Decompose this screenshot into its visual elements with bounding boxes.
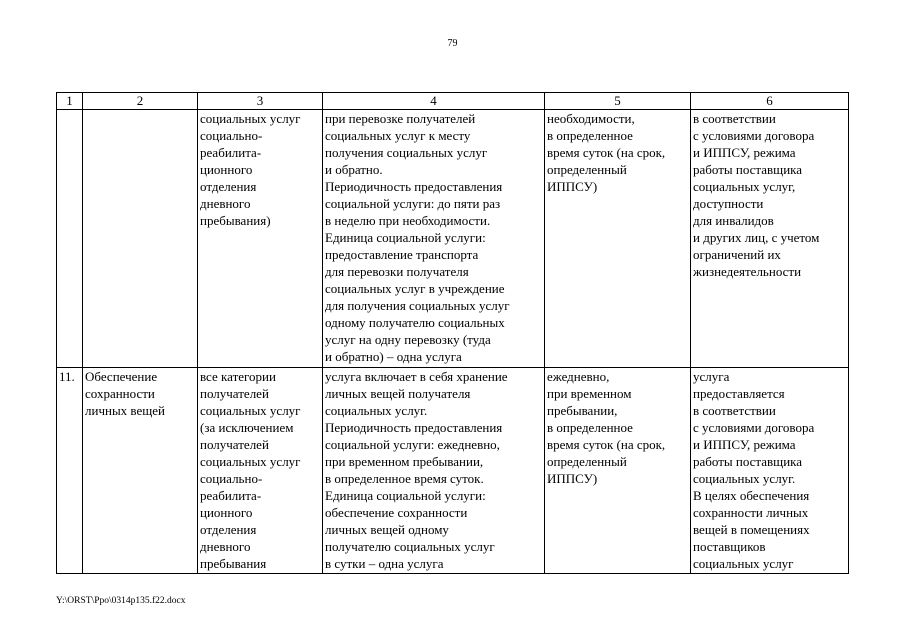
cell-text-line: Единица социальной услуги: (325, 488, 486, 503)
cell-text-line: одному получателю социальных (325, 315, 505, 330)
cell-text-line: Единица социальной услуги: (325, 230, 486, 245)
cell-text-line: социальных услуг. (325, 403, 428, 418)
conditions-cell (691, 368, 849, 574)
column-header-6: 6 (691, 93, 849, 110)
cell-text-line: пребывания (200, 556, 267, 571)
column-header-2: 2 (83, 93, 198, 110)
cell-text-line: время суток (на срок, (547, 437, 666, 452)
cell-text-line: при временном (547, 386, 632, 401)
timing-cell (545, 368, 691, 574)
cell-text-line: социальных услуг. (693, 471, 796, 486)
cell-text-line: пребывания) (200, 213, 271, 228)
cell-text-line: обеспечение сохранности (325, 505, 468, 520)
cell-text-line: в соответствии (693, 403, 776, 418)
cell-text-line: все категории (200, 369, 276, 384)
cell-text-line: ционного (200, 162, 253, 177)
cell-text-line: дневного (200, 196, 251, 211)
cell-text-line: услуг на одну перевозку (туда (325, 332, 491, 347)
cell-text-line: социально- (200, 128, 263, 143)
cell-text-line: социальных услуг к месту (325, 128, 471, 143)
services-table (56, 92, 849, 574)
cell-text-line: социальных услуг в учреждение (325, 281, 505, 296)
file-path-footer: Y:\ORST\Ppo\0314p135.f22.docx (56, 596, 186, 606)
cell-text-line: работы поставщика (693, 162, 803, 177)
cell-text-line: социальных услуг (200, 111, 301, 126)
cell-text-line: поставщиков (693, 539, 766, 554)
description-cell (323, 368, 545, 574)
cell-text-line: и других лиц, с учетом (693, 230, 820, 245)
cell-text-line: в определенное (547, 128, 633, 143)
column-header-4: 4 (323, 93, 545, 110)
timing-cell (545, 110, 691, 368)
cell-text-line: для получения социальных услуг (325, 298, 510, 313)
cell-text-line: социально- (200, 471, 263, 486)
cell-text-line: сохранности (85, 386, 155, 401)
description-cell (323, 110, 545, 368)
number-cell (57, 368, 83, 574)
cell-text-line: социальных услуг (200, 403, 301, 418)
cell-text-line: при временном пребывании, (325, 454, 484, 469)
cell-text-line: работы поставщика (693, 454, 803, 469)
cell-text-line: социальной услуги: ежедневно, (325, 437, 500, 452)
cell-text-line: и ИППСУ, режима (693, 437, 796, 452)
cell-text-line: социальных услуг, (693, 179, 796, 194)
cell-text-line: В целях обеспечения (693, 488, 810, 503)
cell-text-line: доступности (693, 196, 764, 211)
cell-text-line: Обеспечение (85, 369, 158, 384)
cell-text-line: сохранности личных (693, 505, 809, 520)
cell-text-line: в соответствии (693, 111, 776, 126)
cell-text-line: услуга (693, 369, 730, 384)
cell-text-line: время суток (на срок, (547, 145, 666, 160)
service-name-cell (83, 368, 198, 574)
cell-text-line: 11. (59, 369, 75, 384)
cell-text-line: и обратно. (325, 162, 383, 177)
cell-text-line: личных вещей получателя (325, 386, 471, 401)
cell-text-line: ционного (200, 505, 253, 520)
cell-text-line: Периодичность предоставления (325, 420, 503, 435)
cell-text-line: ИППСУ) (547, 471, 598, 486)
cell-text-line: определенный (547, 162, 627, 177)
recipients-cell (198, 110, 323, 368)
cell-text-line: и ИППСУ, режима (693, 145, 796, 160)
cell-text-line: жизнедеятельности (693, 264, 802, 279)
cell-text-line: (за исключением (200, 420, 294, 435)
table-row (57, 368, 849, 574)
cell-text-line: необходимости, (547, 111, 635, 126)
cell-text-line: социальной услуги: до пяти раз (325, 196, 501, 211)
cell-text-line: в неделю при необходимости. (325, 213, 491, 228)
cell-text-line: дневного (200, 539, 251, 554)
cell-text-line: услуга включает в себя хранение (325, 369, 508, 384)
cell-text-line: ограничений их (693, 247, 781, 262)
cell-text-line: получения социальных услуг (325, 145, 488, 160)
cell-text-line: в определенное (547, 420, 633, 435)
cell-text-line: и обратно) – одна услуга (325, 349, 462, 364)
conditions-cell (691, 110, 849, 368)
cell-text-line: с условиями договора (693, 128, 815, 143)
cell-text-line: отделения (200, 522, 257, 537)
cell-text-line: социальных услуг (693, 556, 794, 571)
cell-text-line: реабилита- (200, 145, 262, 160)
cell-text-line: ежедневно, (547, 369, 610, 384)
column-header-5: 5 (545, 93, 691, 110)
cell-text-line: для перевозки получателя (325, 264, 469, 279)
cell-text-line: пребывании, (547, 403, 618, 418)
cell-text-line: с условиями договора (693, 420, 815, 435)
cell-text-line: личных вещей (85, 403, 165, 418)
cell-text-line: социальных услуг (200, 454, 301, 469)
cell-text-line: в определенное время суток. (325, 471, 484, 486)
cell-text-line: получателей (200, 437, 269, 452)
cell-text-line: предоставляется (693, 386, 785, 401)
cell-text-line: для инвалидов (693, 213, 774, 228)
cell-text-line: отделения (200, 179, 257, 194)
cell-text-line: получателей (200, 386, 269, 401)
cell-text-line: Периодичность предоставления (325, 179, 503, 194)
column-header-3: 3 (198, 93, 323, 110)
cell-text-line: ИППСУ) (547, 179, 598, 194)
cell-text-line: реабилита- (200, 488, 262, 503)
page-number: 79 (447, 38, 458, 49)
recipients-cell (198, 368, 323, 574)
cell-text-line: получателю социальных услуг (325, 539, 495, 554)
service-name-cell (83, 110, 198, 368)
cell-text-line: определенный (547, 454, 627, 469)
column-header-1: 1 (57, 93, 83, 110)
cell-text-line: в сутки – одна услуга (325, 556, 444, 571)
cell-text-line: вещей в помещениях (693, 522, 810, 537)
cell-text-line: предоставление транспорта (325, 247, 479, 262)
header-row (57, 93, 849, 110)
cell-text-line: при перевозке получателей (325, 111, 476, 126)
table-row (57, 110, 849, 368)
cell-text-line: личных вещей одному (325, 522, 449, 537)
number-cell (57, 110, 83, 368)
